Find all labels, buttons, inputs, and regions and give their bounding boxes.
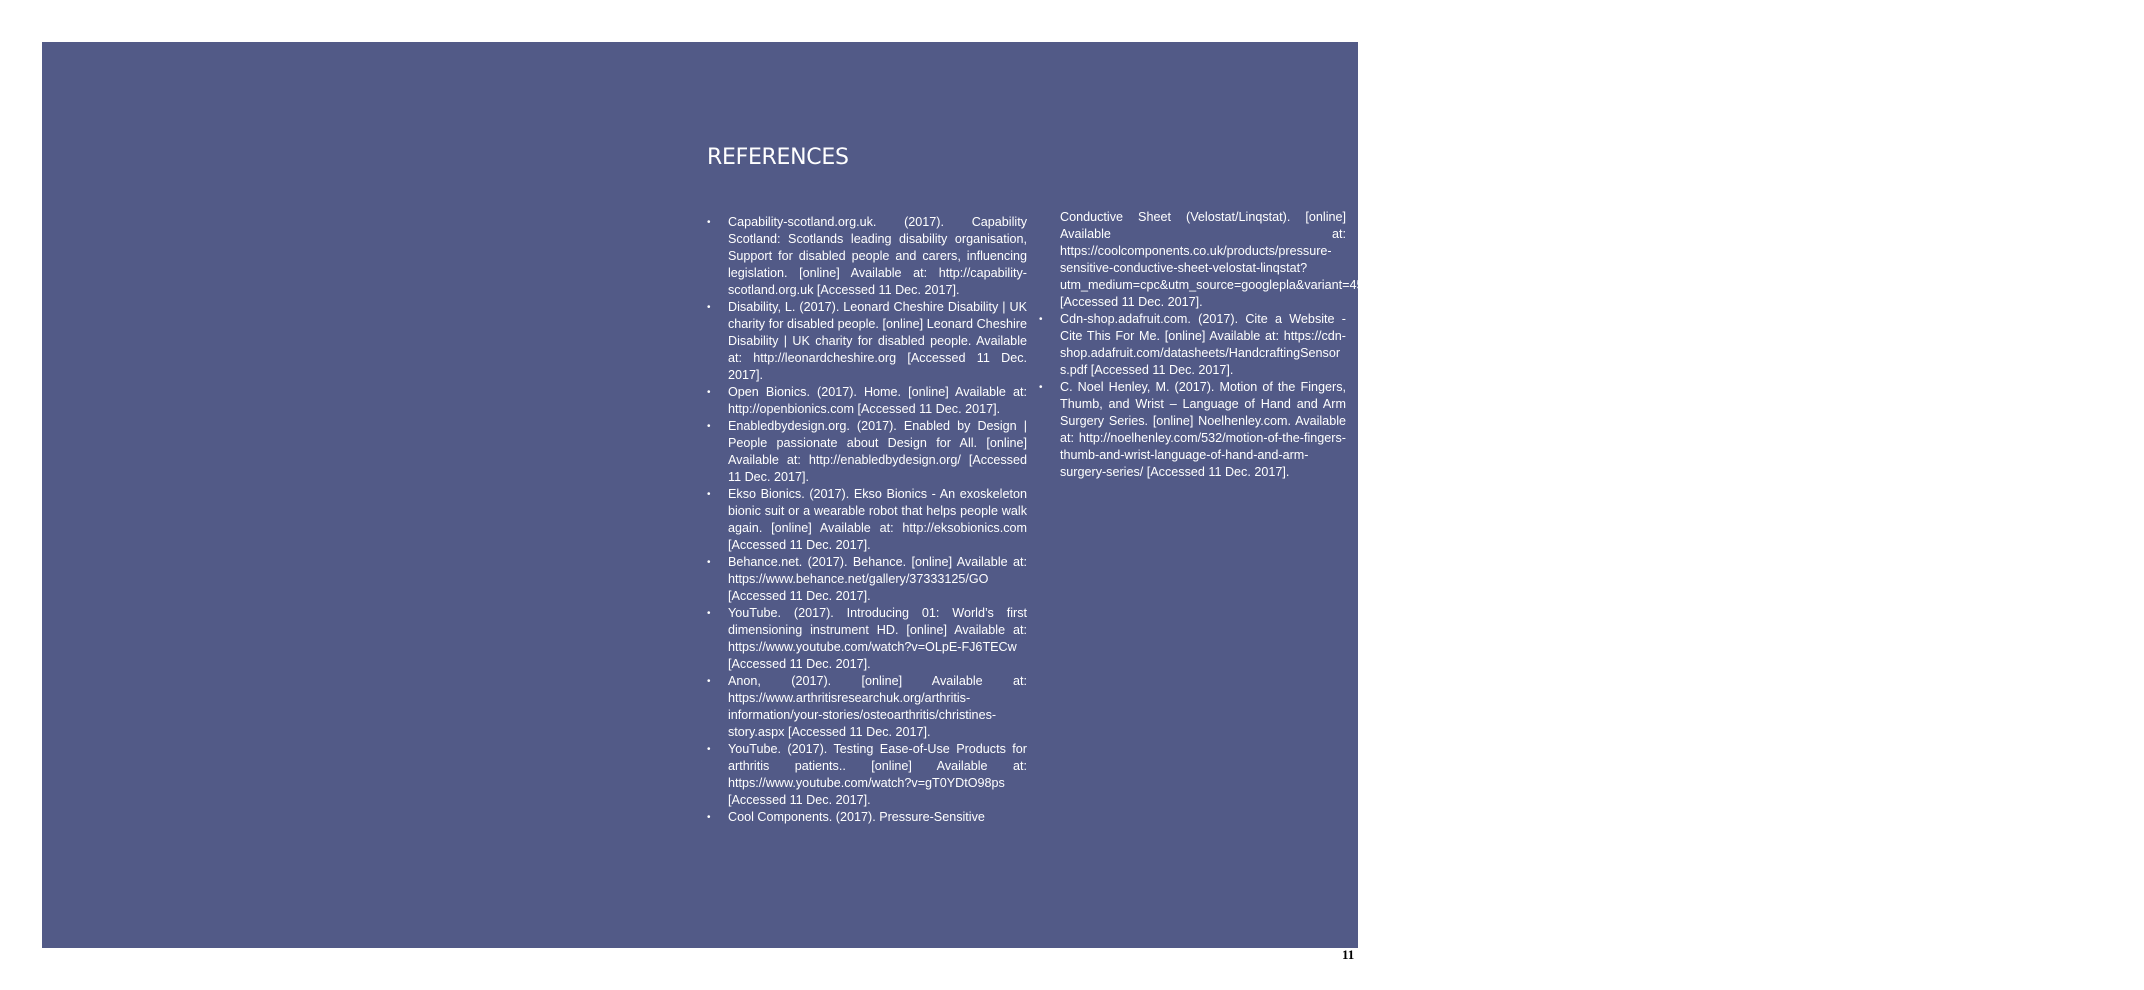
reference-item <box>707 741 1027 809</box>
page-title: REFERENCES <box>707 145 849 170</box>
reference-item <box>707 554 1027 605</box>
reference-text: Enabledbydesign.org. (2017). Enabled by Design | People passionate about Design for All. [online] Available at: http://enabledbydesign.org/ [Accessed 11 Dec. 2017]. <box>728 419 1027 484</box>
reference-text: Capability-scotland.org.uk. (2017). Capability Scotland: Scotlands leading disability organisation, Support for disabled people and carers, influencing legislation. [online] Available at: http://capability-scotland.org.uk [Accessed 11 Dec. 2017]. <box>728 215 1027 297</box>
reference-item <box>707 418 1027 486</box>
bullet-icon: • <box>707 421 711 432</box>
bullet-icon: • <box>707 608 711 619</box>
reference-item <box>1039 379 1346 481</box>
page-number: 11 <box>1342 947 1355 962</box>
references-column-left <box>707 214 1027 826</box>
bullet-icon: • <box>707 812 711 823</box>
reference-text: YouTube. (2017). Introducing 01: World’s first dimensioning instrument HD. [online] Available at: https://www.youtube.com/watch?v=OLpE-FJ6TECw [Accessed 11 Dec. 2017]. <box>728 606 1027 671</box>
bullet-icon: • <box>1039 382 1043 393</box>
reference-item <box>707 809 1027 826</box>
reference-item <box>707 384 1027 418</box>
reference-text: Behance.net. (2017). Behance. [online] Available at: https://www.behance.net/gallery/37333125/GO [Accessed 11 Dec. 2017]. <box>728 555 1027 603</box>
reference-text: Cool Components. (2017). Pressure-Sensitive <box>728 810 985 824</box>
bullet-icon: • <box>707 744 711 755</box>
reference-item <box>707 214 1027 299</box>
reference-text: Anon, (2017). [online] Available at: https://www.arthritisresearchuk.org/arthritis-information/your-stories/osteoarthritis/christines-story.aspx [Accessed 11 Dec. 2017]. <box>728 674 1027 739</box>
reference-text: Open Bionics. (2017). Home. [online] Available at: http://openbionics.com [Accessed 11 Dec. 2017]. <box>728 385 1027 416</box>
reference-text: Cdn-shop.adafruit.com. (2017). Cite a Website - Cite This For Me. [online] Available at: https://cdn-shop.adafruit.com/datasheets/HandcraftingSensors.pdf [Accessed 11 Dec. 2017]. <box>1060 312 1346 377</box>
reference-continuation: Conductive Sheet (Velostat/Linqstat). [online] Available at: https://coolcomponents.co.uk/products/pressure-sensitive-conductive-sheet-velostat-linqstat?utm_medium=cpc&utm_source=googlepla&variant=45222917774&gclid=CjwKCAjwj8bPBRBiEiwASlFLFfOwGP7JZezIWRfds2atTAYaD0xvmCRkwjoUXS0Zi95NBSMsFQq_kBoCWcwQAvD_BwE [Accessed 11 Dec. 2017]. <box>1060 210 2144 309</box>
bullet-icon: • <box>707 387 711 398</box>
reference-item <box>1039 311 1346 379</box>
reference-text: Disability, L. (2017). Leonard Cheshire Disability | UK charity for disabled people. [online] Leonard Cheshire Disability | UK charity for disabled people. Available at: http://leonardcheshire.org [Accessed 11 Dec. 2017]. <box>728 300 1027 382</box>
bullet-icon: • <box>707 489 711 500</box>
reference-text: C. Noel Henley, M. (2017). Motion of the Fingers, Thumb, and Wrist – Language of Hand and Arm Surgery Series. [online] Noelhenley.com. Available at: http://noelhenley.com/532/motion-of-the-fingers-thumb-and-wrist-language-of-hand-and-arm-surgery-series/ [Accessed 11 Dec. 2017]. <box>1060 380 1346 479</box>
bullet-icon: • <box>707 676 711 687</box>
reference-text: Ekso Bionics. (2017). Ekso Bionics - An exoskeleton bionic suit or a wearable robot that helps people walk again. [online] Available at: http://eksobionics.com [Accessed 11 Dec. 2017]. <box>728 487 1027 552</box>
reference-text: YouTube. (2017). Testing Ease-of-Use Products for arthritis patients.. [online] Available at: https://www.youtube.com/watch?v=gT0YDtO98ps [Accessed 11 Dec. 2017]. <box>728 742 1027 807</box>
reference-item <box>707 486 1027 554</box>
bullet-icon: • <box>1039 314 1043 325</box>
bullet-icon: • <box>707 217 711 228</box>
bullet-icon: • <box>707 557 711 568</box>
reference-item <box>707 673 1027 741</box>
reference-item <box>707 605 1027 673</box>
reference-item <box>707 299 1027 384</box>
bullet-icon: • <box>707 302 711 313</box>
references-column-right <box>1039 209 2144 481</box>
